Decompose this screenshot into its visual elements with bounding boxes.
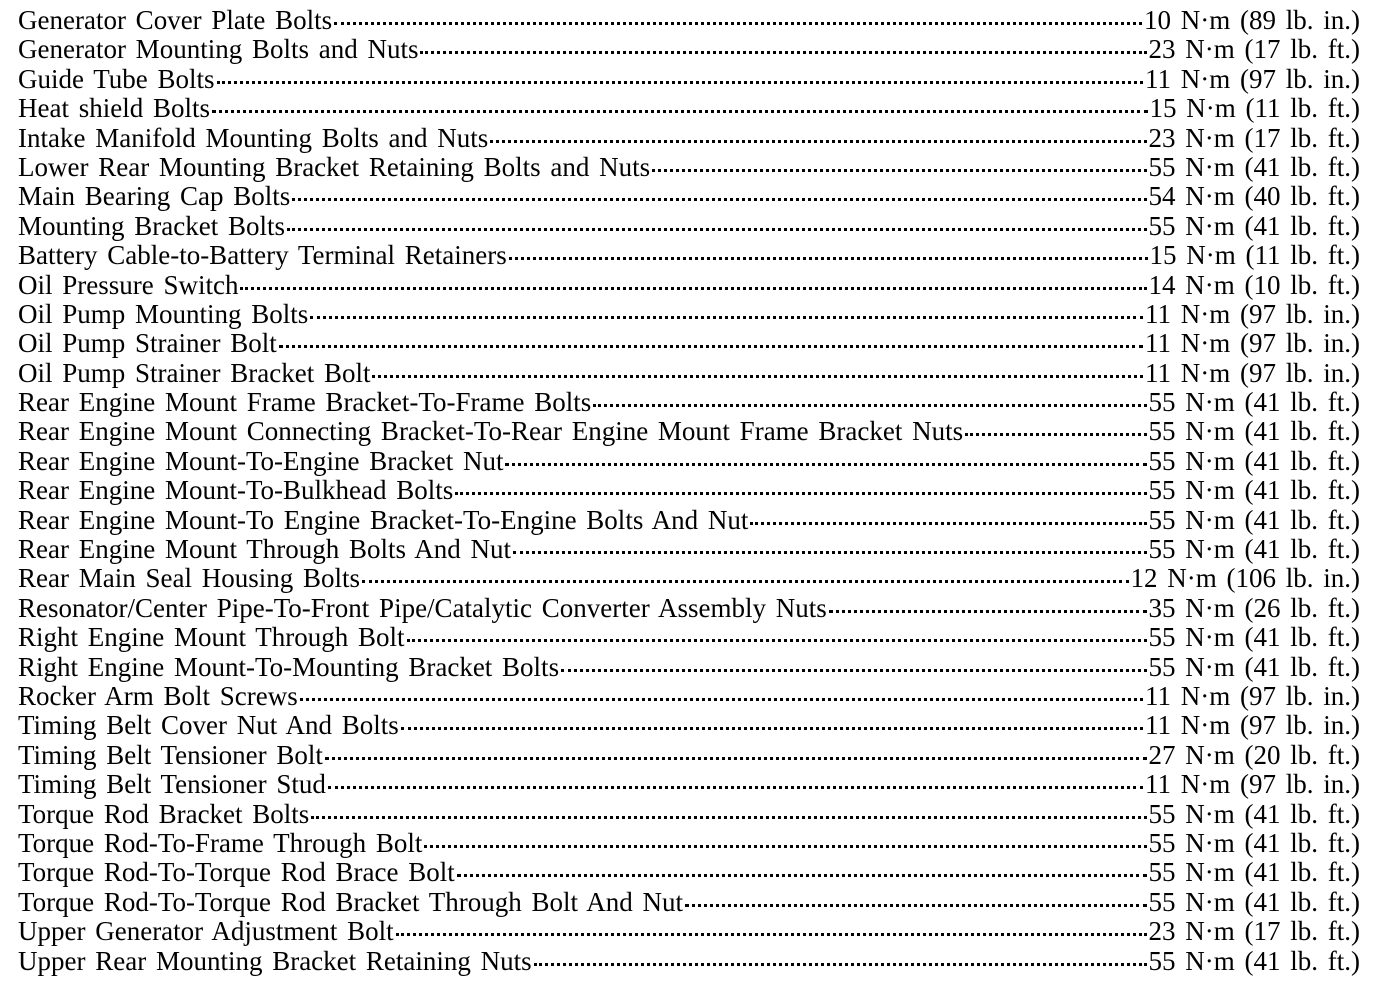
dot-leader	[750, 522, 1146, 525]
fastener-name: Lower Rear Mounting Bracket Retaining Bolts and Nuts	[18, 152, 651, 182]
torque-value: 14 N·m (10 lb. ft.)	[1148, 270, 1360, 300]
torque-spec-row	[18, 741, 1360, 770]
torque-value: 11 N·m (97 lb. in.)	[1145, 770, 1360, 800]
dot-leader	[513, 551, 1147, 554]
torque-spec-row	[18, 6, 1360, 35]
dot-leader	[561, 669, 1146, 672]
fastener-name: Rocker Arm Bolt Screws	[18, 681, 298, 711]
torque-value: 15 N·m (11 lb. ft.)	[1149, 94, 1360, 124]
dot-leader	[300, 698, 1143, 701]
torque-value: 23 N·m (17 lb. ft.)	[1148, 917, 1360, 947]
torque-value: 54 N·m (40 lb. ft.)	[1148, 182, 1360, 212]
torque-value: 11 N·m (97 lb. in.)	[1145, 64, 1360, 94]
torque-value: 55 N·m (41 lb. ft.)	[1148, 799, 1360, 829]
torque-value: 11 N·m (97 lb. in.)	[1145, 711, 1360, 741]
torque-spec-row	[18, 65, 1360, 94]
dot-leader	[328, 786, 1143, 789]
dot-leader	[240, 287, 1146, 290]
torque-spec-row	[18, 447, 1360, 476]
torque-spec-row	[18, 947, 1360, 976]
torque-spec-row	[18, 535, 1360, 564]
torque-value: 11 N·m (97 lb. in.)	[1145, 329, 1360, 359]
dot-leader	[424, 845, 1146, 848]
dot-leader	[965, 433, 1146, 436]
torque-value: 55 N·m (41 lb. ft.)	[1148, 858, 1360, 888]
torque-spec-row	[18, 241, 1360, 270]
fastener-name: Upper Generator Adjustment Bolt	[18, 917, 394, 947]
torque-value: 23 N·m (17 lb. ft.)	[1148, 35, 1360, 65]
fastener-name: Battery Cable-to-Battery Terminal Retainers	[18, 241, 507, 271]
fastener-name: Rear Engine Mount Through Bolts And Nut	[18, 535, 511, 565]
fastener-name: Torque Rod-To-Torque Rod Bracket Through Bolt And Nut	[18, 887, 683, 917]
torque-value: 55 N·m (41 lb. ft.)	[1148, 652, 1360, 682]
fastener-name: Main Bearing Cap Bolts	[18, 182, 291, 212]
torque-value: 55 N·m (41 lb. ft.)	[1148, 417, 1360, 447]
dot-leader	[311, 816, 1146, 819]
torque-spec-row	[18, 359, 1360, 388]
torque-spec-row	[18, 388, 1360, 417]
fastener-name: Rear Engine Mount-To-Bulkhead Bolts	[18, 476, 454, 506]
dot-leader	[829, 610, 1147, 613]
torque-spec-row	[18, 417, 1360, 446]
dot-leader	[401, 727, 1143, 730]
torque-spec-row	[18, 653, 1360, 682]
dot-leader	[287, 228, 1147, 231]
dot-leader	[334, 22, 1142, 25]
fastener-name: Right Engine Mount Through Bolt	[18, 623, 405, 653]
dot-leader	[325, 757, 1147, 760]
torque-spec-row	[18, 917, 1360, 946]
fastener-name: Timing Belt Tensioner Stud	[18, 770, 326, 800]
dot-leader	[212, 110, 1148, 113]
torque-spec-row	[18, 682, 1360, 711]
fastener-name: Generator Cover Plate Bolts	[18, 6, 333, 35]
dot-leader	[490, 140, 1146, 143]
fastener-name: Rear Engine Mount Connecting Bracket-To-Rear Engine Mount Frame Bracket Nuts	[18, 417, 964, 447]
torque-value: 23 N·m (17 lb. ft.)	[1148, 123, 1360, 153]
torque-spec-row	[18, 153, 1360, 182]
dot-leader	[217, 81, 1143, 84]
fastener-name: Intake Manifold Mounting Bolts and Nuts	[18, 123, 489, 153]
torque-spec-row	[18, 800, 1360, 829]
torque-value: 55 N·m (41 lb. ft.)	[1148, 211, 1360, 241]
dot-leader	[292, 198, 1146, 201]
dot-leader	[534, 963, 1147, 966]
torque-spec-row	[18, 300, 1360, 329]
torque-value: 55 N·m (41 lb. ft.)	[1148, 946, 1360, 976]
torque-value: 11 N·m (97 lb. in.)	[1145, 299, 1360, 329]
dot-leader	[362, 580, 1129, 583]
fastener-name: Timing Belt Tensioner Bolt	[18, 740, 323, 770]
dot-leader	[685, 904, 1147, 907]
fastener-name: Resonator/Center Pipe-To-Front Pipe/Catalytic Converter Assembly Nuts	[18, 593, 827, 623]
torque-spec-row	[18, 476, 1360, 505]
torque-spec-row	[18, 594, 1360, 623]
torque-value: 10 N·m (89 lb. in.)	[1144, 6, 1360, 35]
torque-value: 55 N·m (41 lb. ft.)	[1148, 152, 1360, 182]
torque-spec-row	[18, 212, 1360, 241]
fastener-name: Torque Rod-To-Torque Rod Brace Bolt	[18, 858, 455, 888]
torque-value: 55 N·m (41 lb. ft.)	[1148, 388, 1360, 418]
fastener-name: Torque Rod Bracket Bolts	[18, 799, 310, 829]
dot-leader	[372, 375, 1143, 378]
dot-leader	[652, 169, 1146, 172]
fastener-name: Oil Pump Strainer Bolt	[18, 329, 277, 359]
dot-leader	[505, 463, 1146, 466]
torque-spec-row	[18, 623, 1360, 652]
torque-spec-row	[18, 564, 1360, 593]
fastener-name: Torque Rod-To-Frame Through Bolt	[18, 828, 423, 858]
fastener-name: Rear Engine Mount Frame Bracket-To-Frame Bolts	[18, 388, 592, 418]
fastener-name: Rear Engine Mount-To-Engine Bracket Nut	[18, 446, 504, 476]
dot-leader	[420, 51, 1146, 54]
torque-spec-row	[18, 124, 1360, 153]
torque-value: 55 N·m (41 lb. ft.)	[1148, 476, 1360, 506]
fastener-name: Guide Tube Bolts	[18, 64, 215, 94]
torque-spec-row	[18, 711, 1360, 740]
torque-value: 55 N·m (41 lb. ft.)	[1148, 535, 1360, 565]
fastener-name: Oil Pump Mounting Bolts	[18, 299, 309, 329]
torque-value: 27 N·m (20 lb. ft.)	[1148, 740, 1360, 770]
torque-spec-row	[18, 271, 1360, 300]
fastener-name: Rear Engine Mount-To Engine Bracket-To-Engine Bolts And Nut	[18, 505, 749, 535]
fastener-name: Upper Rear Mounting Bracket Retaining Nuts	[18, 946, 532, 976]
fastener-name: Right Engine Mount-To-Mounting Bracket Bolts	[18, 652, 560, 682]
fastener-name: Oil Pressure Switch	[18, 270, 239, 300]
dot-leader	[509, 257, 1148, 260]
torque-spec-row	[18, 506, 1360, 535]
fastener-name: Oil Pump Strainer Bracket Bolt	[18, 358, 371, 388]
dot-leader	[457, 874, 1147, 877]
fastener-name: Rear Main Seal Housing Bolts	[18, 564, 360, 594]
torque-value: 15 N·m (11 lb. ft.)	[1149, 241, 1360, 271]
torque-spec-row	[18, 94, 1360, 123]
fastener-name: Heat shield Bolts	[18, 94, 210, 124]
torque-value: 12 N·m (106 lb. in.)	[1130, 564, 1360, 594]
torque-value: 55 N·m (41 lb. ft.)	[1148, 446, 1360, 476]
fastener-name: Mounting Bracket Bolts	[18, 211, 285, 241]
torque-value: 11 N·m (97 lb. in.)	[1145, 681, 1360, 711]
torque-value: 55 N·m (41 lb. ft.)	[1148, 623, 1360, 653]
dot-leader	[407, 639, 1147, 642]
torque-value: 35 N·m (26 lb. ft.)	[1148, 593, 1360, 623]
dot-leader	[455, 492, 1146, 495]
torque-value: 55 N·m (41 lb. ft.)	[1148, 828, 1360, 858]
dot-leader	[310, 316, 1143, 319]
torque-spec-row	[18, 858, 1360, 887]
torque-value: 55 N·m (41 lb. ft.)	[1148, 887, 1360, 917]
torque-value: 11 N·m (97 lb. in.)	[1145, 358, 1360, 388]
torque-spec-row	[18, 888, 1360, 917]
torque-spec-row	[18, 182, 1360, 211]
torque-spec-row	[18, 329, 1360, 358]
dot-leader	[396, 933, 1147, 936]
torque-spec-row	[18, 829, 1360, 858]
torque-spec-row	[18, 35, 1360, 64]
torque-value: 55 N·m (41 lb. ft.)	[1148, 505, 1360, 535]
fastener-name: Generator Mounting Bolts and Nuts	[18, 35, 419, 65]
torque-spec-list	[18, 6, 1360, 976]
dot-leader	[279, 345, 1143, 348]
torque-spec-row	[18, 770, 1360, 799]
dot-leader	[593, 404, 1146, 407]
fastener-name: Timing Belt Cover Nut And Bolts	[18, 711, 399, 741]
